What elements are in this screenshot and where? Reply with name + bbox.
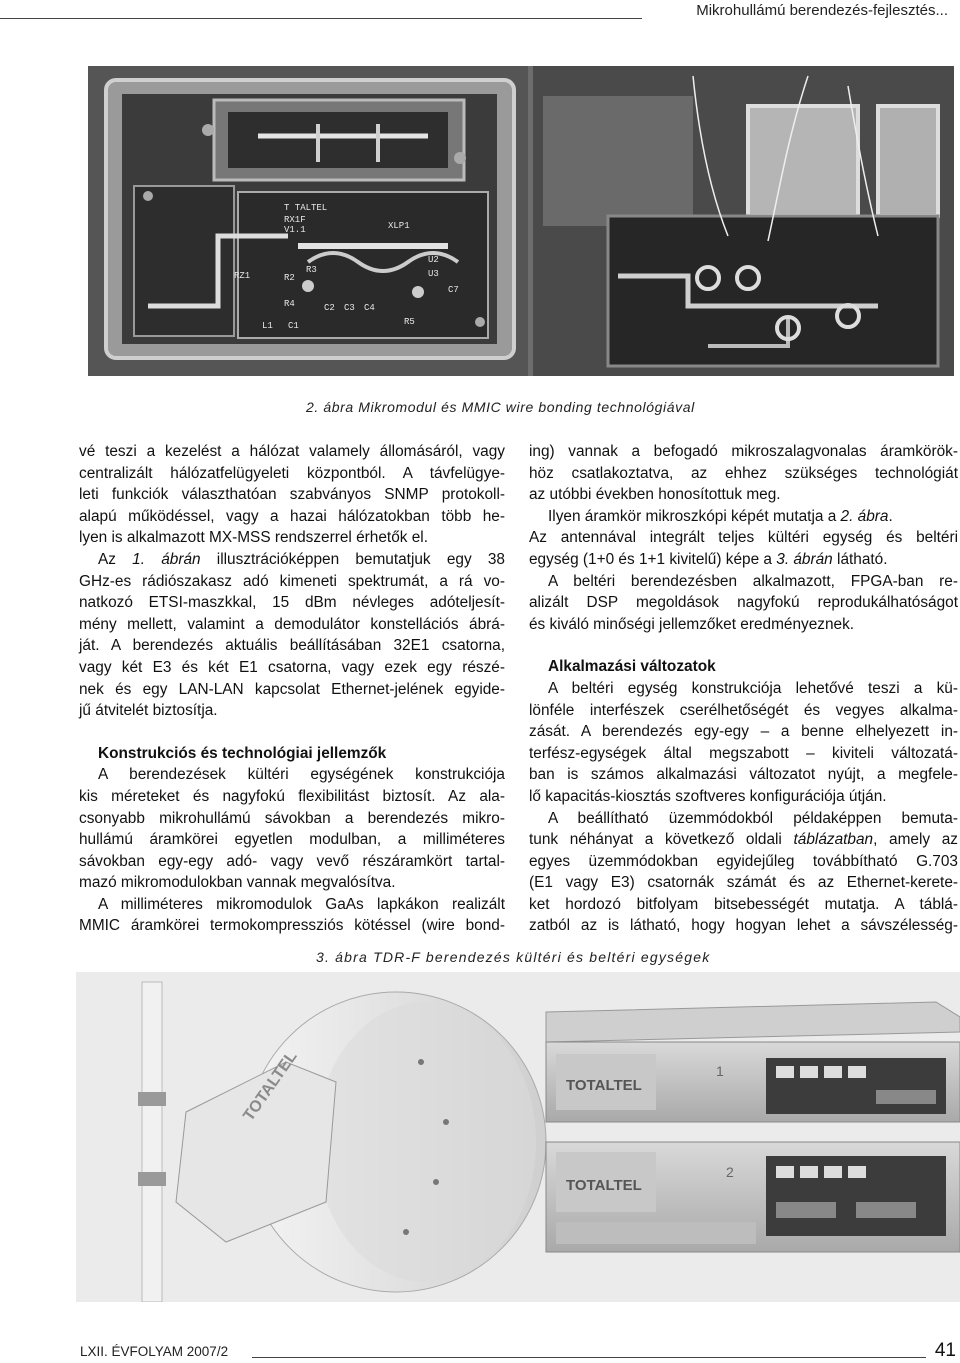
issue-label: LXII. ÉVFOLYAM 2007/2 (80, 1344, 229, 1359)
text-run: egység (1+0 és 1+1 kivitelű) képe a (529, 550, 777, 568)
text-line: lő kapacitás-kiosztás szoftveres konfigurációja útján. (529, 787, 887, 805)
text-line: A berendezések kültéri egységének konstrukciója (98, 766, 505, 784)
paragraph (529, 808, 958, 938)
figure-3-caption: 3. ábra TDR-F berendezés kültéri és beltéri egységek (316, 949, 711, 965)
board-label: R4 (284, 299, 295, 309)
text-run: tunk néhányat a következő oldali (529, 831, 794, 849)
board-label: C4 (364, 303, 375, 313)
text-line: terfész-egységek által megszabott – kiviteli változatá- (529, 744, 958, 762)
board-label: R3 (306, 265, 317, 275)
text-line: leti funkciók választhatóan szabványos SNMP protokoll- (79, 486, 505, 504)
text-line: vagy két E3 és két E1 csatorna, vagy ezek egy részé- (79, 658, 505, 676)
text-line: hullámú áramkörei egyetlen modulban, a milliméteres (79, 831, 505, 849)
text-line: natkozó ETSI-maszkkal, 15 dBm névleges adóteljesít- (79, 594, 505, 612)
board-label: U2 (428, 255, 439, 265)
text-line: A beltéri berendezésben alkalmazott, FPGA-ban re- (548, 572, 958, 590)
text-line: A beállítható üzemmódokból példaképpen bemuta- (548, 809, 958, 827)
text-line: zatból az is látható, hogy hogyan lehet a sávszélesség- (529, 917, 958, 935)
board-label: C7 (448, 285, 459, 295)
text-line: jű átvitelét biztosítja. (79, 702, 218, 720)
figure-3-photo (76, 972, 960, 1302)
indoor-unit-bottom (546, 1142, 960, 1252)
page-footer (0, 1340, 960, 1362)
board-label: RX1F (284, 215, 306, 225)
paragraph (79, 549, 505, 722)
text-line: kis méreteket és nagyfokú flexibilitást biztosít. Az ala- (79, 787, 505, 805)
text-line: ban is számos alkalmazási változatot nyújt, a megfele- (529, 766, 958, 784)
text-run: látható. (832, 550, 888, 568)
text-line: zását. A berendezés egy-egy – a benne elhelyezett in- (529, 723, 958, 741)
figure-reference: 2. ábra (840, 507, 889, 525)
text-run: . (888, 507, 893, 525)
text-run: Ilyen áramkör mikroszkópi képét mutatja a (548, 507, 841, 525)
text-line: ing) vannak a befogadó mikroszalagvonalas áramkörök- (529, 443, 958, 460)
text-line: egyes üzemmódokban egyidejűleg továbbítható G.703 (529, 852, 958, 870)
figure-reference: 3. ábrán (776, 550, 833, 568)
section-heading: Konstrukciós és technológiai jellemzők (98, 744, 387, 762)
text-line: lönféle interfészek cserélhetőségét és vegyes alkalma- (529, 701, 958, 719)
text-line: nek és egy LAN-LAN kapcsolat Ethernet-jelének egyide- (79, 680, 505, 698)
text-line: (E1 vagy E3) csatornák számát és az Ethernet-kerete- (529, 874, 958, 892)
text-line: mazó mikromodulokban vannak megvalósítva. (79, 874, 396, 892)
footer-rule (252, 1357, 926, 1358)
text-line: centralizált hálózatfelügyeleti központból. A távfelügye- (79, 464, 505, 482)
left-column (79, 441, 505, 937)
board-label: V1.1 (284, 225, 306, 235)
text-line: alizált DSP megoldások nagyfokú reprodukálhatóságot (529, 594, 958, 612)
text-line: ket hordozó bitfolyam bitsebességét mutatja. A táblá- (529, 895, 958, 913)
text-line: MMIC áramkörei termokompressziós kötéssel (wire bond- (79, 917, 505, 935)
paragraph (529, 571, 958, 636)
board-label: C1 (288, 321, 299, 331)
running-header (0, 0, 960, 28)
text-line (529, 506, 958, 528)
unit-number-top: 1 (716, 1063, 724, 1079)
brand-logo-top: TOTALTEL (566, 1077, 642, 1094)
text-line: és kiváló minőségi jellemzőket eredményeznek. (529, 615, 855, 633)
text-line: A milliméteres mikromodulok GaAs lapkákon realizált (98, 895, 505, 913)
figure-2-photo (88, 66, 954, 376)
unit-number-bottom: 2 (726, 1164, 734, 1180)
board-label: R5 (404, 317, 415, 327)
outdoor-indoor-units-photo (76, 972, 960, 1302)
board-label: XLP1 (388, 221, 410, 231)
indoor-unit-top (546, 1002, 960, 1122)
text-line: höz csatlakoztatva, az ehhez szükséges technológiát (529, 464, 958, 482)
paragraph (79, 441, 505, 549)
figure-2-caption: 2. ábra Mikromodul és MMIC wire bonding technológiával (306, 399, 695, 415)
text-line: GHz-es rádiószakasz adó kimeneti spektrumát, a rá vo- (79, 572, 505, 590)
section-heading: Alkalmazási változatok (548, 658, 716, 676)
paragraph (529, 678, 958, 808)
figure-reference: 1. ábrán (132, 550, 201, 568)
table-reference: táblázatban (793, 831, 874, 849)
paragraph (79, 764, 505, 894)
text-run: Az (98, 550, 133, 568)
page-number: 41 (934, 1340, 956, 1361)
text-line: mény mellett, valamint a demodulátor konstellációs ábrá- (79, 615, 505, 633)
board-label: R2 (284, 273, 295, 283)
paragraph (529, 527, 958, 570)
text-line: Az antennával integrált teljes kültéri egység és beltéri (529, 529, 958, 547)
text-line: vé teszi a kezelést a hálózat valamely állomásáról, vagy (79, 443, 505, 460)
micromodule-photo (88, 66, 954, 376)
board-label: RZ1 (234, 271, 251, 281)
text-run: , amely az (873, 831, 958, 849)
paragraph (79, 894, 505, 937)
brand-logo-bottom: TOTALTEL (566, 1177, 642, 1194)
board-label: T TALTEL (284, 203, 328, 213)
text-line: lyen is alkalmazott MX-MSS rendszerrel érhetők el. (79, 529, 428, 547)
text-line (529, 549, 958, 571)
board-label: C2 (324, 303, 335, 313)
text-line (79, 549, 505, 571)
board-label: L1 (262, 321, 273, 331)
brand-logo-dish: TOTALTEL (240, 1048, 301, 1125)
text-line: A beltéri egység konstrukciója lehetővé teszi a kü- (548, 679, 958, 697)
board-label: U3 (428, 269, 439, 279)
text-line: alapú működéssel, vagy a hazai hálózatokban több he- (79, 507, 505, 525)
text-line (529, 829, 958, 851)
board-label: C3 (344, 303, 355, 313)
paragraph (529, 441, 958, 506)
text-run: illusztrációképpen bemutatjuk egy 38 (200, 550, 505, 568)
text-line: csonyabb mikrohullámú sávokban a berendezés mikro- (79, 809, 505, 827)
right-column (529, 441, 958, 937)
paragraph (529, 506, 958, 528)
header-rule (0, 18, 642, 19)
text-line: ját. A berendezés aktuális beállításában 32E1 csatorna, (79, 637, 505, 655)
text-line: az utóbbi években honosítottuk meg. (529, 486, 781, 504)
running-title: Mikrohullámú berendezés-fejlesztés... (688, 2, 948, 19)
text-line: sávokban egy-egy adó- vagy vevő részáramkört tartal- (79, 852, 505, 870)
